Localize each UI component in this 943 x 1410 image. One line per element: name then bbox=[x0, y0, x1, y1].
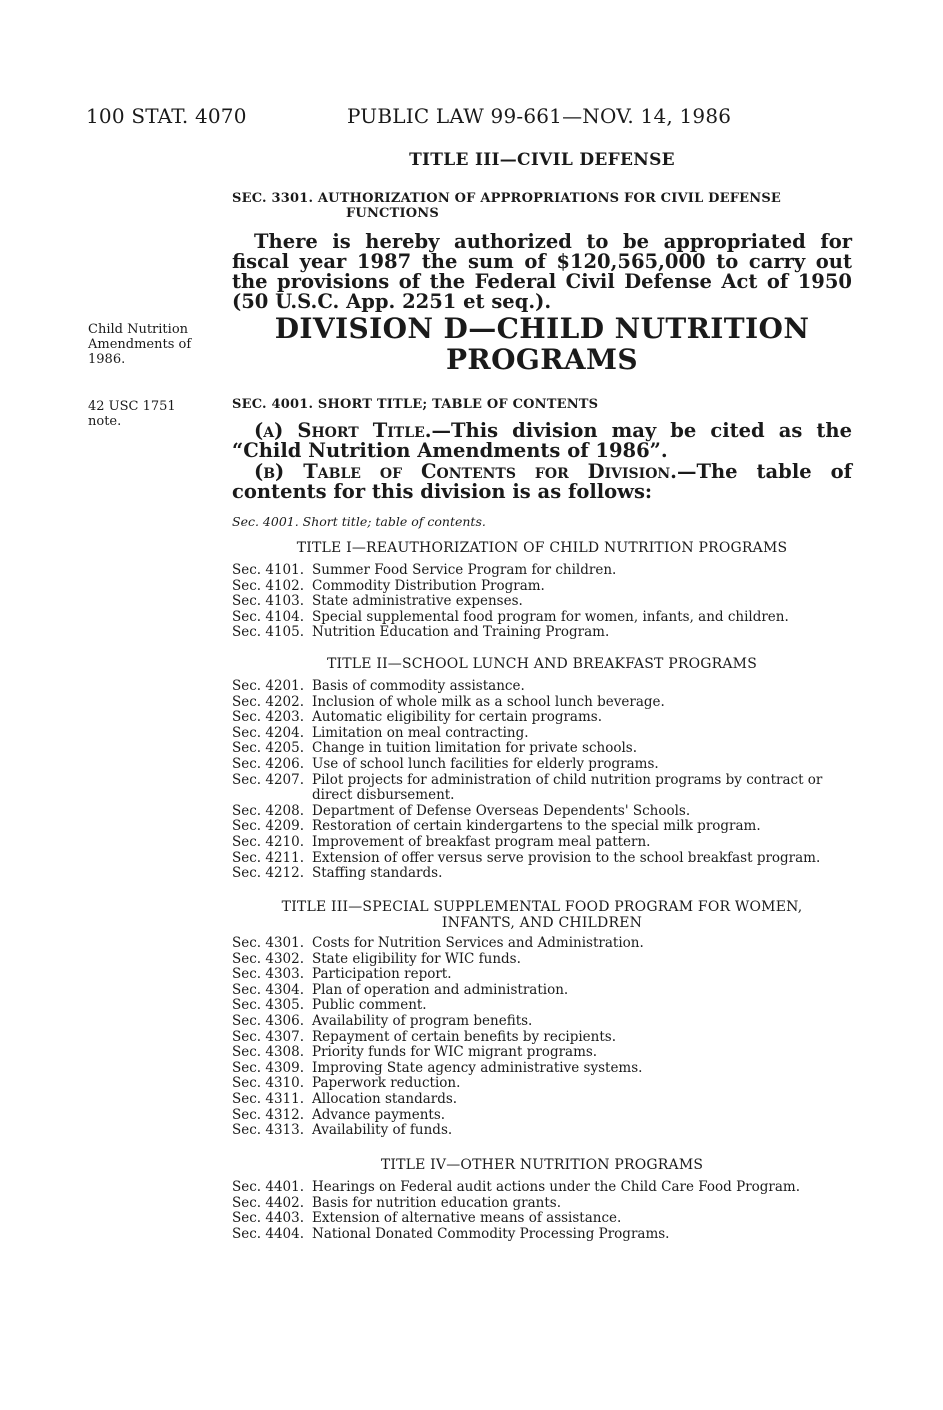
toc-entry-num: Sec. 4104. bbox=[232, 608, 305, 625]
toc-entry bbox=[232, 1092, 852, 1108]
toc-entry-num: Sec. 4208. bbox=[232, 802, 305, 819]
toc-entry bbox=[232, 1045, 852, 1061]
toc-entry-text: Restoration of certain kindergartens to the special milk program. bbox=[312, 818, 761, 835]
toc-entry-num: Sec. 4312. bbox=[232, 1106, 305, 1123]
sidenote-usc bbox=[88, 399, 228, 429]
toc-entry-text: Basis for nutrition education grants. bbox=[312, 1194, 562, 1211]
toc-entry-text: Pilot projects for administration of child nutrition programs by contract or direct disbursement. bbox=[312, 771, 823, 804]
toc-entry bbox=[232, 1108, 852, 1124]
toc-entry bbox=[232, 1211, 852, 1227]
toc-entry-num: Sec. 4102. bbox=[232, 577, 305, 594]
toc-entry-num: Sec. 4402. bbox=[232, 1194, 305, 1211]
toc-entry bbox=[232, 936, 852, 952]
toc-group-title-ii bbox=[232, 656, 852, 882]
toc-entry-num: Sec. 4305. bbox=[232, 997, 305, 1014]
toc-entry bbox=[232, 679, 852, 695]
toc-entry bbox=[232, 563, 852, 579]
toc-entry bbox=[232, 1030, 852, 1046]
toc-entry bbox=[232, 579, 852, 595]
toc-entry bbox=[232, 1061, 852, 1077]
toc-entry-text: Staffing standards. bbox=[312, 865, 443, 882]
toc-entry-text: Allocation standards. bbox=[312, 1090, 458, 1107]
toc-entry bbox=[232, 594, 852, 610]
toc-list-title-iii bbox=[232, 936, 852, 1139]
toc-entry-text: Change in tuition limitation for private schools. bbox=[312, 740, 638, 757]
sidenote-usc-line2: note. bbox=[88, 414, 122, 429]
short-title-text: —This division may be cited as the “Child Nutrition Amendments of 1986”. bbox=[232, 419, 852, 462]
toc-entry-text: Participation report. bbox=[312, 966, 452, 983]
toc-entry-text: Commodity Distribution Program. bbox=[312, 577, 545, 594]
toc-entry-num: Sec. 4202. bbox=[232, 693, 305, 710]
toc-entry bbox=[232, 1227, 852, 1243]
toc-entry-text: National Donated Commodity Processing Programs. bbox=[312, 1225, 670, 1242]
toc-entry-text: Extension of offer versus serve provision to the school breakfast program. bbox=[312, 849, 821, 866]
toc-entry-text: Costs for Nutrition Services and Administration. bbox=[312, 935, 644, 951]
short-title-label: (a) Short Title. bbox=[254, 419, 432, 442]
division-heading bbox=[232, 313, 852, 375]
toc-entry-num: Sec. 4207. bbox=[232, 771, 305, 788]
section-3301-body: There is hereby authorized to be appropriated for fiscal year 1987 the sum of $120,565,000 to carry out the provisions of the Federal Civil Defense Act of 1950 (50 U.S.C. App. 2251 et seq.). bbox=[232, 230, 852, 313]
toc-entry-num: Sec. 4204. bbox=[232, 724, 305, 741]
toc-entry bbox=[232, 1123, 852, 1139]
title-iii-heading: TITLE III—CIVIL DEFENSE bbox=[409, 150, 675, 170]
toc-entry-text: Department of Defense Overseas Dependents' Schools. bbox=[312, 802, 691, 819]
toc-entry bbox=[232, 1180, 852, 1196]
toc-list-title-ii bbox=[232, 679, 852, 882]
toc-label: (b) Table of Contents for Division. bbox=[254, 460, 677, 483]
toc-entry bbox=[232, 625, 852, 641]
division-heading-line1: DIVISION D—CHILD NUTRITION bbox=[274, 312, 810, 345]
toc-entry-num: Sec. 4308. bbox=[232, 1044, 305, 1061]
toc-entry bbox=[232, 773, 852, 804]
toc-entry-text: Improving State agency administrative systems. bbox=[312, 1059, 643, 1076]
toc-list-title-iv bbox=[232, 1180, 852, 1242]
toc-group-title-iii bbox=[232, 899, 852, 1139]
toc-entry-num: Sec. 4301. bbox=[232, 935, 305, 951]
toc-entry-text: Availability of funds. bbox=[312, 1122, 453, 1139]
toc-group-title: TITLE IV—OTHER NUTRITION PROGRAMS bbox=[380, 1157, 704, 1173]
toc-entry-text: Improvement of breakfast program meal pattern. bbox=[312, 833, 651, 850]
toc-entry-text: Advance payments. bbox=[312, 1106, 446, 1123]
toc-entry-text: Paperwork reduction. bbox=[312, 1075, 461, 1092]
toc-list-title-i bbox=[232, 563, 852, 641]
toc-entry bbox=[232, 998, 852, 1014]
toc-entry-num: Sec. 4304. bbox=[232, 981, 305, 998]
toc-entry-text: State eligibility for WIC funds. bbox=[312, 950, 521, 967]
toc-entry-num: Sec. 4302. bbox=[232, 950, 305, 967]
toc-entry-num: Sec. 4212. bbox=[232, 865, 305, 882]
toc-entry-num: Sec. 4311. bbox=[232, 1090, 305, 1107]
division-heading-line2: PROGRAMS bbox=[445, 343, 639, 376]
toc-entry-text: Extension of alternative means of assistance. bbox=[312, 1210, 622, 1227]
toc-entry-text: Special supplemental food program for women, infants, and children. bbox=[312, 608, 789, 625]
toc-entry-num: Sec. 4209. bbox=[232, 818, 305, 835]
toc-first-entry: Sec. 4001. Short title; table of contents. bbox=[232, 514, 486, 529]
toc-entry-num: Sec. 4309. bbox=[232, 1059, 305, 1076]
toc-entry-num: Sec. 4201. bbox=[232, 678, 305, 694]
toc-entry-text: Public comment. bbox=[312, 997, 427, 1014]
toc-entry-num: Sec. 4310. bbox=[232, 1075, 305, 1092]
toc-entry-text: Availability of program benefits. bbox=[312, 1012, 533, 1029]
toc-entry-num: Sec. 4205. bbox=[232, 740, 305, 757]
section-4001-a bbox=[232, 421, 852, 461]
toc-group-title: TITLE I—REAUTHORIZATION OF CHILD NUTRITION PROGRAMS bbox=[296, 540, 788, 556]
section-3301-heading bbox=[232, 191, 852, 221]
toc-intro-text: —The table of contents for this division is as follows: bbox=[232, 460, 852, 503]
toc-entry bbox=[232, 804, 852, 820]
toc-entry-num: Sec. 4203. bbox=[232, 709, 305, 726]
toc-entry bbox=[232, 835, 852, 851]
toc-entry-text: Summer Food Service Program for children. bbox=[312, 562, 617, 578]
toc-entry bbox=[232, 952, 852, 968]
toc-entry-num: Sec. 4303. bbox=[232, 966, 305, 983]
toc-entry bbox=[232, 710, 852, 726]
section-3301-heading-line1: SEC. 3301. AUTHORIZATION OF APPROPRIATIONS FOR CIVIL DEFENSE bbox=[232, 191, 782, 206]
toc-entry-text: Use of school lunch facilities for elderly programs. bbox=[312, 755, 659, 772]
toc-entry-num: Sec. 4313. bbox=[232, 1122, 305, 1139]
toc-entry-text: Nutrition Education and Training Program. bbox=[312, 624, 610, 641]
toc-entry-num: Sec. 4103. bbox=[232, 593, 305, 610]
toc-entry bbox=[232, 819, 852, 835]
toc-entry-num: Sec. 4211. bbox=[232, 849, 305, 866]
toc-entry-num: Sec. 4206. bbox=[232, 755, 305, 772]
running-header: PUBLIC LAW 99-661—NOV. 14, 1986 bbox=[347, 104, 732, 128]
toc-entry bbox=[232, 1076, 852, 1092]
toc-group-title-iv bbox=[232, 1157, 852, 1242]
toc-group-title: TITLE III—SPECIAL SUPPLEMENTAL FOOD PROGRAM FOR WOMEN, INFANTS, AND CHILDREN bbox=[281, 899, 803, 931]
toc-entry-text: Basis of commodity assistance. bbox=[312, 678, 525, 694]
toc-entry-num: Sec. 4101. bbox=[232, 562, 305, 578]
section-3301-heading-line2: FUNCTIONS bbox=[346, 206, 439, 221]
toc-entry bbox=[232, 866, 852, 882]
toc-entry-num: Sec. 4307. bbox=[232, 1028, 305, 1045]
toc-entry bbox=[232, 851, 852, 867]
toc-group-title: TITLE II—SCHOOL LUNCH AND BREAKFAST PROGRAMS bbox=[326, 656, 758, 672]
toc-entry bbox=[232, 757, 852, 773]
toc-entry-text: Automatic eligibility for certain programs. bbox=[312, 709, 602, 726]
sidenote-child-nutrition: Child Nutrition Amendments of 1986. bbox=[88, 322, 192, 367]
toc-entry bbox=[232, 1196, 852, 1212]
toc-entry-text: Repayment of certain benefits by recipients. bbox=[312, 1028, 617, 1045]
toc-entry bbox=[232, 726, 852, 742]
toc-entry bbox=[232, 741, 852, 757]
sidenote-usc-line1: 42 USC 1751 bbox=[88, 399, 176, 414]
toc-entry bbox=[232, 983, 852, 999]
toc-entry-num: Sec. 4403. bbox=[232, 1210, 305, 1227]
toc-entry-text: Hearings on Federal audit actions under the Child Care Food Program. bbox=[312, 1179, 801, 1195]
section-4001-b bbox=[232, 462, 852, 502]
toc-group-title-i bbox=[232, 540, 852, 641]
section-4001-heading: SEC. 4001. SHORT TITLE; TABLE OF CONTENTS bbox=[232, 397, 599, 412]
toc-entry-text: Inclusion of whole milk as a school lunch beverage. bbox=[312, 693, 665, 710]
toc-entry bbox=[232, 1014, 852, 1030]
toc-entry bbox=[232, 695, 852, 711]
toc-entry-text: Priority funds for WIC migrant programs. bbox=[312, 1044, 598, 1061]
page-number-stat: 100 STAT. 4070 bbox=[86, 104, 247, 128]
toc-entry-num: Sec. 4210. bbox=[232, 833, 305, 850]
toc-entry-text: Limitation on meal contracting. bbox=[312, 724, 529, 741]
toc-entry-num: Sec. 4306. bbox=[232, 1012, 305, 1029]
toc-entry-num: Sec. 4404. bbox=[232, 1225, 305, 1242]
toc-entry bbox=[232, 610, 852, 626]
toc-entry-text: Plan of operation and administration. bbox=[312, 981, 569, 998]
toc-entry bbox=[232, 967, 852, 983]
toc-entry-num: Sec. 4401. bbox=[232, 1179, 305, 1195]
toc-entry-num: Sec. 4105. bbox=[232, 624, 305, 641]
toc-entry-text: State administrative expenses. bbox=[312, 593, 523, 610]
